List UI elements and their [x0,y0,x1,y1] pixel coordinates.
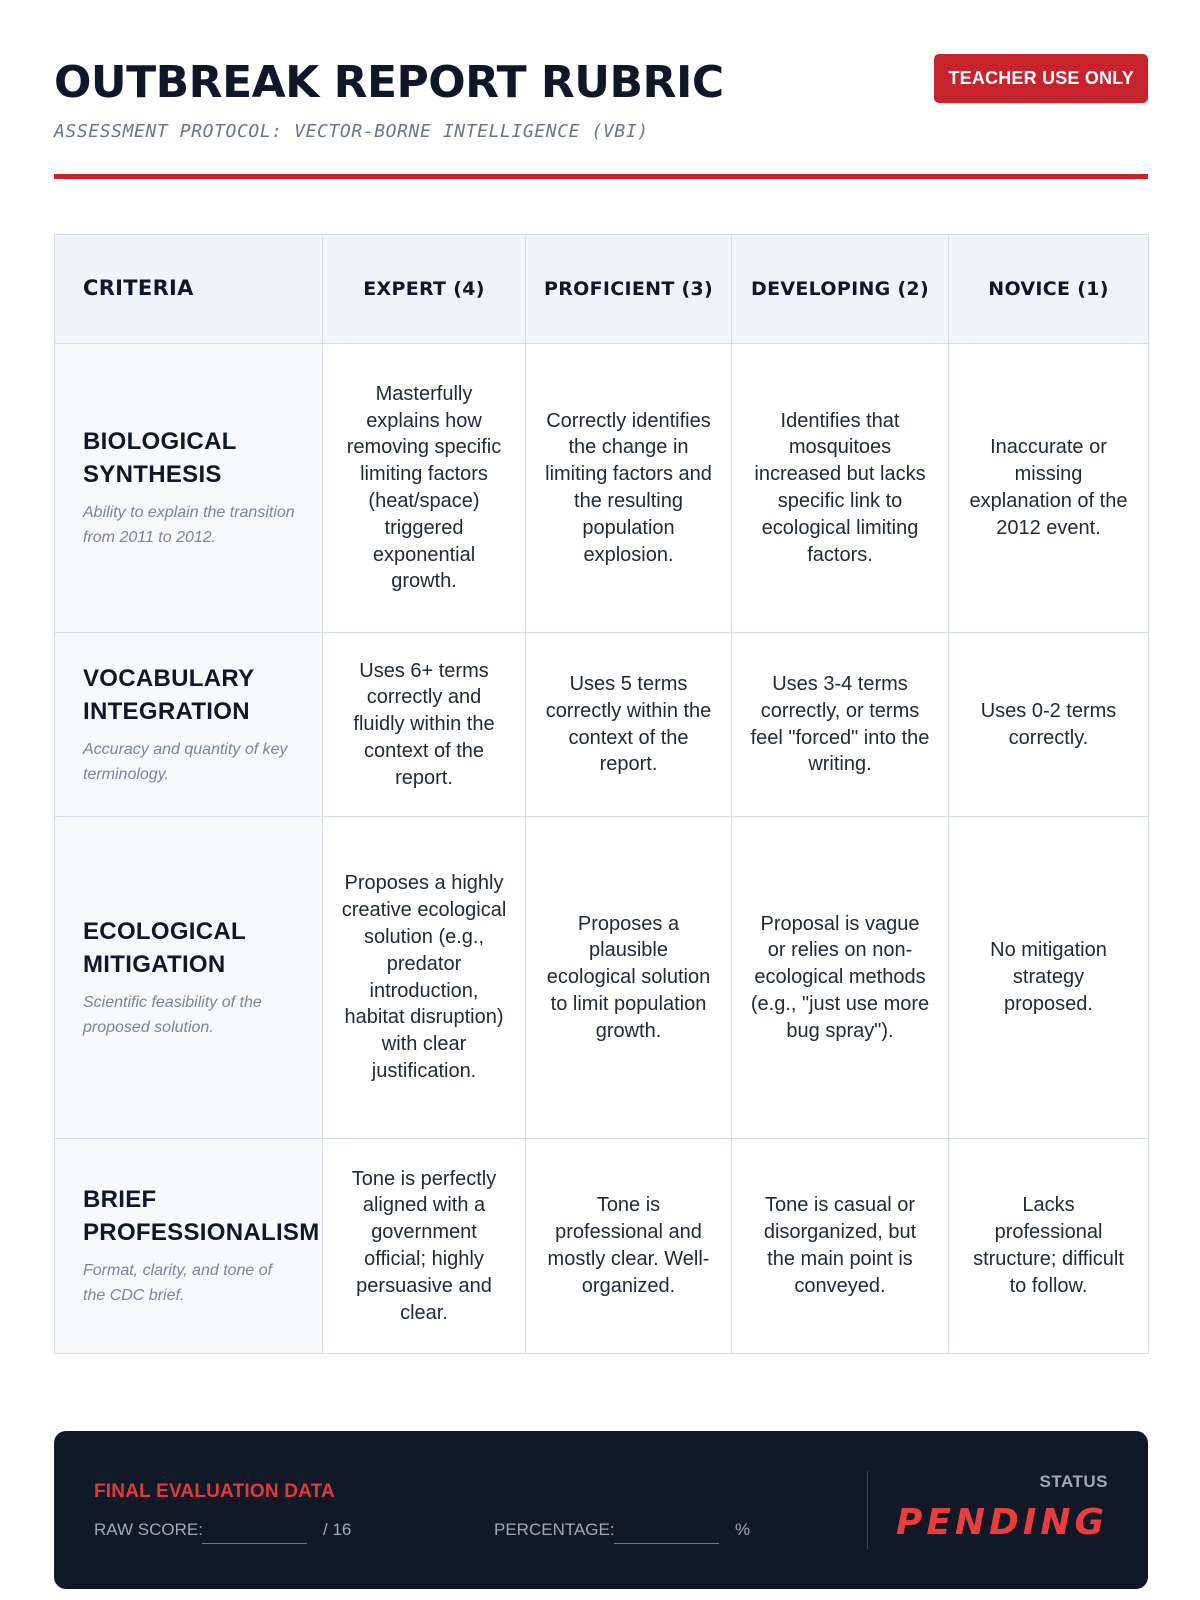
criteria-cell [55,344,323,633]
panel-divider [867,1471,868,1549]
cell-proficient: Uses 5 terms correctly within the context of the report. [526,633,732,817]
criteria-cell [55,817,323,1139]
cell-expert: Uses 6+ terms correctly and fluidly within the context of the report. [323,633,526,817]
evaluation-panel [54,1431,1148,1589]
cell-developing: Uses 3-4 terms correctly, or terms feel "forced" into the writing. [732,633,949,817]
criteria-cell [55,633,323,817]
teacher-use-badge: TEACHER USE ONLY [934,54,1148,103]
column-header-expert: EXPERT (4) [323,235,526,344]
cell-novice: No mitigation strategy proposed. [949,817,1149,1139]
page-subtitle: ASSESSMENT PROTOCOL: VECTOR-BORNE INTELLIGENCE (VBI) [54,121,649,142]
cell-novice: Lacks professional structure; difficult to follow. [949,1139,1149,1354]
cell-expert: Proposes a highly creative ecological solution (e.g., predator introduction, habitat disruption) with clear justification. [323,817,526,1139]
header-row [55,235,1149,344]
header-divider [54,174,1148,179]
page-header [54,52,1148,180]
criteria-name: ECOLOGICAL MITIGATION [83,917,246,978]
status-label: STATUS [1039,1472,1108,1491]
cell-expert: Tone is perfectly aligned with a government official; highly persuasive and clear. [323,1139,526,1354]
column-header-criteria: CRITERIA [55,235,323,344]
cell-proficient: Correctly identifies the change in limiting factors and the resulting population explosion. [526,344,732,633]
column-header-proficient: PROFICIENT (3) [526,235,732,344]
cell-developing: Tone is casual or disorganized, but the main point is conveyed. [732,1139,949,1354]
evaluation-title: FINAL EVALUATION DATA [94,1481,335,1502]
cell-proficient: Tone is professional and mostly clear. Well-organized. [526,1139,732,1354]
raw-score-label: RAW SCORE: [94,1520,203,1539]
table-row-biological-synthesis [55,344,1149,633]
criteria-cell [55,1139,323,1354]
rubric-table [54,234,1149,1354]
percentage-field[interactable] [614,1543,719,1544]
column-header-novice: NOVICE (1) [949,235,1149,344]
criteria-name: BRIEF PROFESSIONALISM [83,1186,320,1247]
raw-score-suffix: / 16 [323,1520,352,1539]
status-value: PENDING [895,1502,1108,1543]
cell-developing: Identifies that mosquitoes increased but lacks specific link to ecological limiting factors. [732,344,949,633]
cell-expert: Masterfully explains how removing specific limiting factors (heat/space) triggered exponential growth. [323,344,526,633]
criteria-name: BIOLOGICAL SYNTHESIS [83,428,237,489]
column-header-developing: DEVELOPING (2) [732,235,949,344]
page-title: OUTBREAK REPORT RUBRIC [54,57,724,108]
cell-novice: Uses 0-2 terms correctly. [949,633,1149,817]
percentage-label: PERCENTAGE: [494,1520,615,1539]
criteria-description: Format, clarity, and tone of the CDC brief. [83,1262,273,1305]
cell-proficient: Proposes a plausible ecological solution to limit population growth. [526,817,732,1139]
table-row-vocabulary-integration [55,633,1149,817]
criteria-description: Ability to explain the transition from 2011 to 2012. [83,504,295,547]
table-row-ecological-mitigation [55,817,1149,1139]
table-row-brief-professionalism [55,1139,1149,1354]
raw-score-field[interactable] [202,1543,307,1544]
cell-novice: Inaccurate or missing explanation of the 2012 event. [949,344,1149,633]
criteria-name: VOCABULARY INTEGRATION [83,664,255,725]
percentage-suffix: % [735,1520,751,1539]
criteria-description: Accuracy and quantity of key terminology. [83,740,288,783]
criteria-description: Scientific feasibility of the proposed solution. [83,993,262,1036]
cell-developing: Proposal is vague or relies on non-ecological methods (e.g., "just use more bug spray"). [732,817,949,1139]
